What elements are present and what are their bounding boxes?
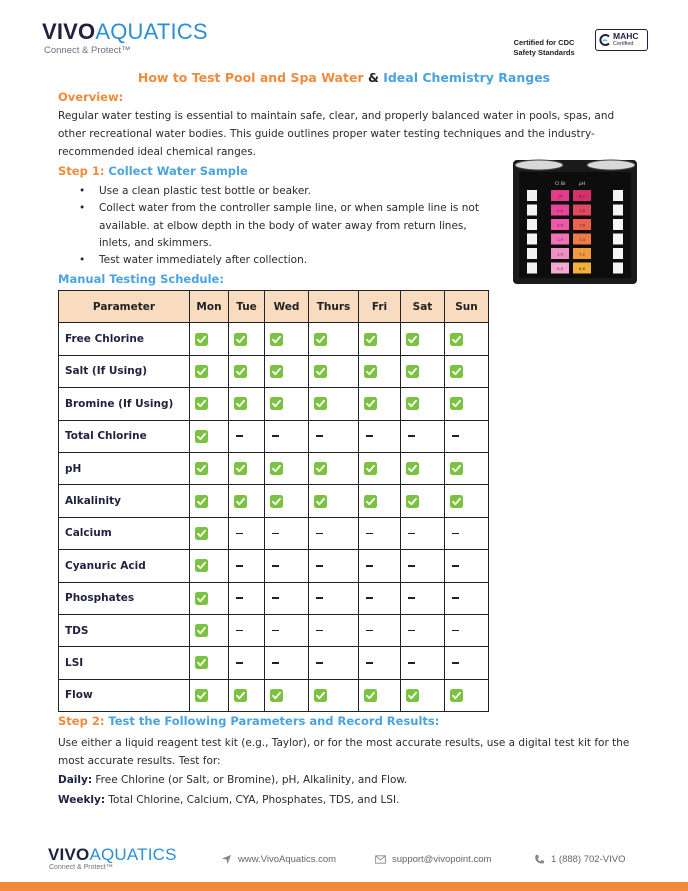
unscheduled-cell bbox=[359, 517, 401, 549]
chlorine-swatch-label: 10 bbox=[557, 193, 563, 199]
unscheduled-cell bbox=[229, 517, 265, 549]
scheduled-cell bbox=[445, 485, 489, 517]
unscheduled-cell bbox=[359, 614, 401, 646]
scheduled-cell bbox=[309, 355, 359, 387]
scheduled-cell bbox=[229, 452, 265, 484]
list-item: • Collect water from the controller sample line, or when sample line is not available. at elbow depth in the body of water away from return lines, inlets, and skimmers. bbox=[78, 200, 498, 252]
dash-mark bbox=[316, 662, 323, 664]
unscheduled-cell bbox=[309, 550, 359, 582]
scheduled-cell bbox=[190, 485, 229, 517]
checkmark-icon bbox=[195, 689, 208, 702]
checkmark-icon bbox=[195, 397, 208, 410]
scheduled-cell bbox=[190, 582, 229, 614]
weekly-tests: Weekly: Total Chlorine, Calcium, CYA, Phosphates, TDS, and LSI. bbox=[58, 794, 400, 806]
column-header-wed: Wed bbox=[265, 291, 309, 323]
unscheduled-cell bbox=[229, 582, 265, 614]
parameter-cell: Phosphates bbox=[59, 582, 190, 614]
email-link[interactable]: support@vivopoint.com bbox=[375, 854, 491, 865]
table-row bbox=[59, 452, 489, 484]
checkmark-icon bbox=[234, 333, 247, 346]
phone-icon bbox=[534, 854, 545, 865]
scheduled-cell bbox=[229, 388, 265, 420]
step1-list bbox=[78, 183, 498, 269]
parameter-cell: Bromine (If Using) bbox=[59, 388, 190, 420]
sample-vial bbox=[613, 190, 623, 201]
scheduled-cell bbox=[265, 355, 309, 387]
scheduled-cell bbox=[401, 388, 445, 420]
envelope-icon bbox=[375, 854, 386, 865]
checkmark-icon bbox=[195, 559, 208, 572]
scheduled-cell bbox=[401, 452, 445, 484]
checkmark-icon bbox=[364, 397, 377, 410]
unscheduled-cell bbox=[445, 420, 489, 452]
certification-text: Certified for CDC Safety Standards bbox=[513, 38, 575, 57]
table-row bbox=[59, 388, 489, 420]
dash-mark bbox=[408, 435, 415, 437]
dash-mark bbox=[452, 435, 459, 437]
scheduled-cell bbox=[401, 485, 445, 517]
brand-name-light: AQUATICS bbox=[95, 19, 208, 44]
brand-tagline: Connect & Protect™ bbox=[44, 45, 131, 56]
table-row bbox=[59, 420, 489, 452]
column-header-mon: Mon bbox=[190, 291, 229, 323]
checkmark-icon bbox=[364, 689, 377, 702]
scheduled-cell bbox=[265, 485, 309, 517]
unscheduled-cell bbox=[401, 614, 445, 646]
checkmark-icon bbox=[234, 397, 247, 410]
scheduled-cell bbox=[445, 452, 489, 484]
checkmark-icon bbox=[450, 495, 463, 508]
column-header-sun: Sun bbox=[445, 291, 489, 323]
dash-mark bbox=[272, 435, 279, 437]
unscheduled-cell bbox=[445, 517, 489, 549]
schedule-heading: Manual Testing Schedule: bbox=[58, 272, 224, 286]
scheduled-cell bbox=[309, 679, 359, 711]
dash-mark bbox=[316, 630, 323, 632]
checkmark-icon bbox=[195, 656, 208, 669]
parameter-cell: pH bbox=[59, 452, 190, 484]
unscheduled-cell bbox=[229, 614, 265, 646]
checkmark-icon bbox=[270, 397, 283, 410]
checkmark-icon bbox=[195, 365, 208, 378]
scheduled-cell bbox=[401, 323, 445, 355]
scheduled-cell bbox=[401, 679, 445, 711]
table-row bbox=[59, 485, 489, 517]
website-link[interactable]: www.VivoAquatics.com bbox=[221, 854, 336, 865]
checkmark-icon bbox=[364, 333, 377, 346]
checkmark-icon bbox=[314, 495, 327, 508]
unscheduled-cell bbox=[359, 647, 401, 679]
checkmark-icon bbox=[406, 365, 419, 378]
dash-mark bbox=[408, 565, 415, 567]
checkmark-icon bbox=[314, 689, 327, 702]
parameter-cell: LSI bbox=[59, 647, 190, 679]
checkmark-icon bbox=[195, 430, 208, 443]
dash-mark bbox=[316, 597, 323, 599]
dash-mark bbox=[408, 533, 415, 535]
unscheduled-cell bbox=[401, 550, 445, 582]
unscheduled-cell bbox=[309, 517, 359, 549]
checkmark-icon bbox=[234, 495, 247, 508]
scheduled-cell bbox=[445, 355, 489, 387]
dash-mark bbox=[408, 662, 415, 664]
unscheduled-cell bbox=[265, 647, 309, 679]
dash-mark bbox=[452, 597, 459, 599]
chlorine-swatch-label: 1.0 bbox=[556, 251, 564, 257]
parameter-cell: Calcium bbox=[59, 517, 190, 549]
scheduled-cell bbox=[190, 388, 229, 420]
sample-vial bbox=[613, 263, 623, 274]
checkmark-icon bbox=[314, 365, 327, 378]
sample-vial bbox=[527, 205, 537, 216]
scheduled-cell bbox=[445, 388, 489, 420]
scheduled-cell bbox=[229, 323, 265, 355]
dash-mark bbox=[408, 597, 415, 599]
dash-mark bbox=[452, 630, 459, 632]
scheduled-cell bbox=[190, 355, 229, 387]
scheduled-cell bbox=[309, 388, 359, 420]
column-header-tue: Tue bbox=[229, 291, 265, 323]
column-header-sat: Sat bbox=[401, 291, 445, 323]
unscheduled-cell bbox=[401, 647, 445, 679]
dash-mark bbox=[272, 630, 279, 632]
testing-schedule-table bbox=[58, 290, 489, 712]
checkmark-icon bbox=[450, 689, 463, 702]
daily-tests: Daily: Free Chlorine (or Salt, or Bromine), pH, Alkalinity, and Flow. bbox=[58, 774, 408, 786]
ph-swatch-label: 7.4 bbox=[578, 237, 586, 242]
step1-heading: Step 1: Collect Water Sample bbox=[58, 164, 248, 178]
dash-mark bbox=[366, 533, 373, 535]
unscheduled-cell bbox=[401, 420, 445, 452]
scheduled-cell bbox=[265, 679, 309, 711]
footer-accent-bar bbox=[0, 882, 688, 891]
table-row bbox=[59, 550, 489, 582]
list-item: • Use a clean plastic test bottle or beaker. bbox=[78, 183, 498, 200]
scheduled-cell bbox=[309, 452, 359, 484]
checkmark-icon bbox=[270, 365, 283, 378]
checkmark-icon bbox=[234, 365, 247, 378]
scheduled-cell bbox=[190, 550, 229, 582]
parameter-cell: TDS bbox=[59, 614, 190, 646]
dash-mark bbox=[366, 597, 373, 599]
scheduled-cell bbox=[229, 679, 265, 711]
scheduled-cell bbox=[359, 679, 401, 711]
list-item: • Test water immediately after collection. bbox=[78, 252, 498, 269]
scheduled-cell bbox=[359, 388, 401, 420]
dash-mark bbox=[316, 435, 323, 437]
ph-swatch-label: 8.2 bbox=[578, 193, 586, 199]
scheduled-cell bbox=[190, 647, 229, 679]
scheduled-cell bbox=[190, 614, 229, 646]
send-arrow-icon bbox=[221, 854, 232, 865]
checkmark-icon bbox=[450, 333, 463, 346]
page-title: How to Test Pool and Spa Water & Ideal Chemistry Ranges bbox=[137, 70, 551, 85]
checkmark-icon bbox=[406, 495, 419, 508]
ph-swatch-label: 6.8 bbox=[578, 266, 586, 271]
scheduled-cell bbox=[359, 323, 401, 355]
checkmark-icon bbox=[195, 624, 208, 637]
sample-vial bbox=[613, 219, 623, 230]
sample-vial bbox=[613, 248, 623, 259]
unscheduled-cell bbox=[265, 614, 309, 646]
dash-mark bbox=[366, 435, 373, 437]
checkmark-icon bbox=[450, 397, 463, 410]
dash-mark bbox=[236, 435, 243, 437]
step2-heading: Step 2: Test the Following Parameters and Record Results: bbox=[58, 714, 440, 728]
sample-vial bbox=[527, 219, 537, 230]
table-row bbox=[59, 647, 489, 679]
checkmark-icon bbox=[270, 689, 283, 702]
table-row bbox=[59, 517, 489, 549]
checkmark-icon bbox=[195, 527, 208, 540]
chlorine-swatch-label: 1.5 bbox=[556, 237, 564, 242]
step2-text: Use either a liquid reagent test kit (e.g., Taylor), or for the most accurate results, use a digital test kit for the most accurate results. Test for: bbox=[58, 737, 630, 767]
dash-mark bbox=[272, 662, 279, 664]
dash-mark bbox=[236, 597, 243, 599]
dash-mark bbox=[236, 630, 243, 632]
unscheduled-cell bbox=[229, 420, 265, 452]
parameter-cell: Free Chlorine bbox=[59, 323, 190, 355]
checkmark-icon bbox=[406, 397, 419, 410]
dash-mark bbox=[236, 533, 243, 535]
scheduled-cell bbox=[265, 452, 309, 484]
phone-link[interactable]: 1 (888) 702-VIVO bbox=[534, 854, 625, 865]
checkmark-icon bbox=[195, 333, 208, 346]
parameter-cell: Flow bbox=[59, 679, 190, 711]
scheduled-cell bbox=[359, 355, 401, 387]
checkmark-icon bbox=[234, 689, 247, 702]
checkmark-icon bbox=[364, 365, 377, 378]
checkmark-icon bbox=[406, 462, 419, 475]
parameter-cell: Salt (If Using) bbox=[59, 355, 190, 387]
footer-brand-logo: VIVOAQUATICS Connect & Protect™ bbox=[48, 845, 177, 871]
unscheduled-cell bbox=[229, 550, 265, 582]
mahc-certified-badge: MAHC Certified bbox=[595, 29, 648, 51]
parameter-cell: Total Chlorine bbox=[59, 420, 190, 452]
scheduled-cell bbox=[190, 452, 229, 484]
checkmark-icon bbox=[270, 462, 283, 475]
parameter-cell: Alkalinity bbox=[59, 485, 190, 517]
unscheduled-cell bbox=[309, 582, 359, 614]
scheduled-cell bbox=[359, 485, 401, 517]
chlorine-swatch-label: 3.0 bbox=[556, 222, 564, 228]
checkmark-icon bbox=[195, 462, 208, 475]
checkmark-icon bbox=[364, 462, 377, 475]
sample-vial bbox=[613, 205, 623, 216]
dash-mark bbox=[236, 565, 243, 567]
scheduled-cell bbox=[445, 323, 489, 355]
column-header-parameter: Parameter bbox=[59, 291, 190, 323]
test-kit-image bbox=[509, 158, 639, 285]
unscheduled-cell bbox=[359, 582, 401, 614]
unscheduled-cell bbox=[401, 582, 445, 614]
table-row bbox=[59, 679, 489, 711]
dash-mark bbox=[452, 533, 459, 535]
svg-text:pH: pH bbox=[579, 182, 586, 187]
scheduled-cell bbox=[401, 355, 445, 387]
brand-logo bbox=[42, 20, 208, 56]
scheduled-cell bbox=[265, 323, 309, 355]
scheduled-cell bbox=[359, 452, 401, 484]
unscheduled-cell bbox=[265, 420, 309, 452]
scheduled-cell bbox=[445, 679, 489, 711]
dash-mark bbox=[366, 565, 373, 567]
unscheduled-cell bbox=[309, 614, 359, 646]
unscheduled-cell bbox=[445, 550, 489, 582]
checkmark-icon bbox=[195, 592, 208, 605]
chlorine-swatch-label: 5.0 bbox=[556, 208, 564, 213]
dash-mark bbox=[272, 565, 279, 567]
ph-swatch-label: 7.8 bbox=[578, 208, 586, 213]
checkmark-icon bbox=[314, 333, 327, 346]
checkmark-icon bbox=[314, 397, 327, 410]
unscheduled-cell bbox=[359, 420, 401, 452]
sample-vial bbox=[527, 248, 537, 259]
dash-mark bbox=[408, 630, 415, 632]
sample-vial bbox=[527, 234, 537, 245]
checkmark-icon bbox=[364, 495, 377, 508]
scheduled-cell bbox=[265, 388, 309, 420]
scheduled-cell bbox=[229, 485, 265, 517]
unscheduled-cell bbox=[445, 582, 489, 614]
dash-mark bbox=[452, 565, 459, 567]
dash-mark bbox=[366, 662, 373, 664]
unscheduled-cell bbox=[401, 517, 445, 549]
scheduled-cell bbox=[309, 323, 359, 355]
scheduled-cell bbox=[190, 517, 229, 549]
scheduled-cell bbox=[190, 323, 229, 355]
scheduled-cell bbox=[229, 355, 265, 387]
unscheduled-cell bbox=[265, 550, 309, 582]
overview-heading: Overview: bbox=[58, 90, 124, 104]
table-row bbox=[59, 614, 489, 646]
unscheduled-cell bbox=[445, 614, 489, 646]
ph-swatch-label: 7.2 bbox=[578, 251, 586, 257]
overview-text: Regular water testing is essential to maintain safe, clear, and properly balanced water in pools, spas, and other recreational water bodies. This guide outlines proper water testing techniques and the industry-recommended ideal chemical ranges. bbox=[58, 110, 615, 158]
unscheduled-cell bbox=[309, 647, 359, 679]
sample-vial bbox=[527, 190, 537, 201]
unscheduled-cell bbox=[359, 550, 401, 582]
unscheduled-cell bbox=[265, 582, 309, 614]
mahc-wave-icon bbox=[599, 34, 611, 46]
table-header-row bbox=[59, 291, 489, 323]
scheduled-cell bbox=[190, 420, 229, 452]
checkmark-icon bbox=[314, 462, 327, 475]
scheduled-cell bbox=[190, 679, 229, 711]
table-row bbox=[59, 323, 489, 355]
checkmark-icon bbox=[406, 689, 419, 702]
dash-mark bbox=[366, 630, 373, 632]
brand-name-bold: VIVO bbox=[42, 19, 96, 44]
sample-vial bbox=[613, 234, 623, 245]
chlorine-swatch-label: 0.5 bbox=[556, 266, 564, 271]
checkmark-icon bbox=[270, 333, 283, 346]
checkmark-icon bbox=[406, 333, 419, 346]
dash-mark bbox=[236, 662, 243, 664]
table-row bbox=[59, 355, 489, 387]
dash-mark bbox=[272, 533, 279, 535]
scheduled-cell bbox=[309, 485, 359, 517]
checkmark-icon bbox=[195, 495, 208, 508]
checkmark-icon bbox=[450, 365, 463, 378]
dash-mark bbox=[316, 565, 323, 567]
unscheduled-cell bbox=[309, 420, 359, 452]
dash-mark bbox=[316, 533, 323, 535]
column-header-fri: Fri bbox=[359, 291, 401, 323]
svg-text:Cl Br: Cl Br bbox=[555, 182, 566, 187]
dash-mark bbox=[452, 662, 459, 664]
dash-mark bbox=[272, 597, 279, 599]
sample-vial bbox=[527, 263, 537, 274]
ph-swatch-label: 7.6 bbox=[578, 222, 586, 228]
checkmark-icon bbox=[270, 495, 283, 508]
unscheduled-cell bbox=[229, 647, 265, 679]
parameter-cell: Cyanuric Acid bbox=[59, 550, 190, 582]
unscheduled-cell bbox=[445, 647, 489, 679]
column-header-thurs: Thurs bbox=[309, 291, 359, 323]
checkmark-icon bbox=[450, 462, 463, 475]
table-row bbox=[59, 582, 489, 614]
checkmark-icon bbox=[234, 462, 247, 475]
unscheduled-cell bbox=[265, 517, 309, 549]
